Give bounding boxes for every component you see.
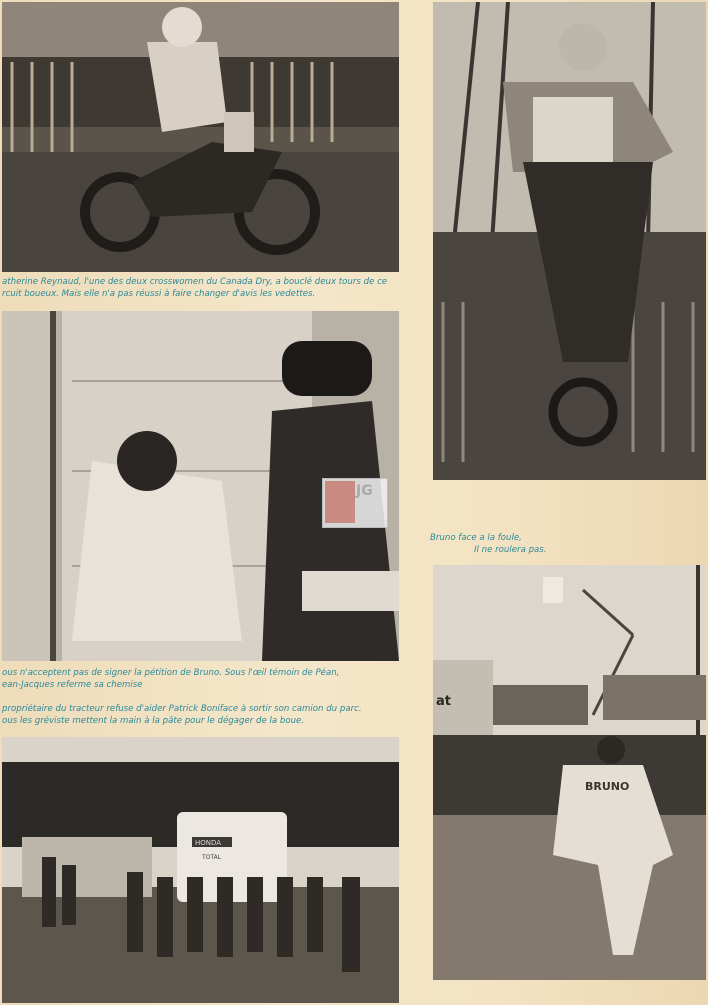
photo-jumping-rider (433, 2, 706, 480)
watermark-text: JG (356, 483, 373, 499)
watermark-logo (322, 478, 388, 528)
van-label: HONDA (195, 839, 222, 847)
watermark-face-image (325, 481, 355, 523)
caption-4-line-1: Bruno face a la foule, (430, 533, 522, 543)
caption-3-line-1: propriétaire du tracteur refuse d'aider Patrick Boniface à sortir son camion du parc. (2, 704, 362, 714)
photo-pushing-van (2, 737, 399, 1003)
photo-rider-catherine (2, 2, 399, 272)
van-sublabel: TOTAL (202, 854, 222, 861)
caption-4-line-2: Il ne roulera pas. (474, 545, 547, 555)
jersey-text: BRUNO (585, 780, 630, 793)
caption-2-line-2: ean-Jacques referme sa chemise (2, 680, 143, 690)
caption-3-line-2: ous les gréviste mettent la main à la pâte pour le dégager de la boue. (2, 716, 305, 726)
caption-1-line-1: atherine Reynaud, l'une des deux crosswomen du Canada Dry, a bouclé deux tours de ce (2, 277, 388, 287)
caption-1-line-2: rcuit boueux. Mais elle n'a pas réussi à faire changer d'avis les vedettes. (2, 289, 316, 299)
truck-text: at (436, 694, 451, 709)
caption-2-line-1: ous n'acceptent pas de signer la pétition de Bruno. Sous l'œil témoin de Péan, (2, 668, 340, 678)
photo-bruno-crowd (433, 565, 706, 980)
